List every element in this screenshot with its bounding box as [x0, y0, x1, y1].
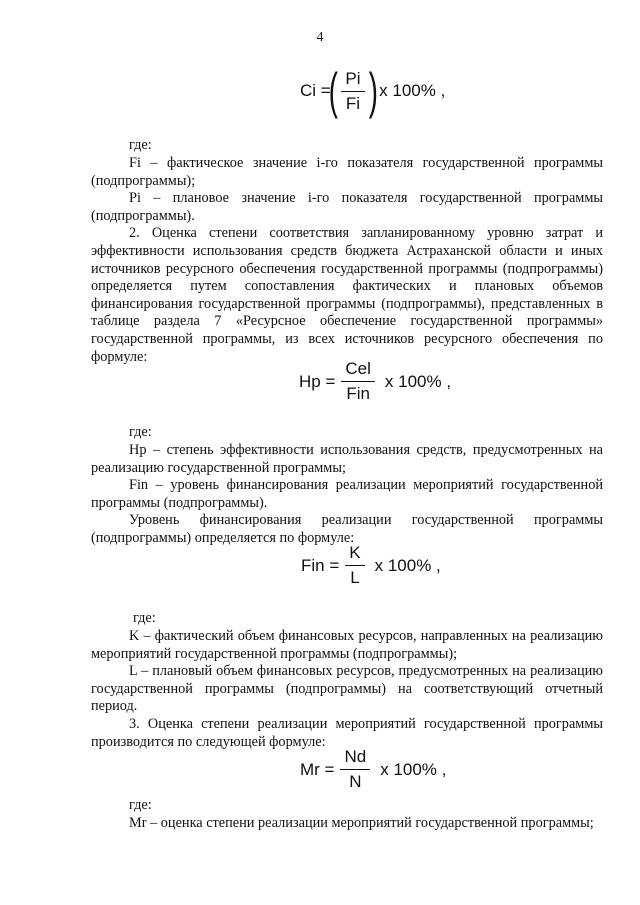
formula-lhs: Ci = [300, 81, 331, 100]
left-paren: ( [328, 63, 338, 119]
definition-fi: Fi – фактическое значение i-го показателя государственной программы (подпрограммы); [91, 155, 603, 189]
where-label: где: [129, 137, 152, 153]
formula-hp [299, 359, 451, 404]
fraction [345, 543, 364, 588]
formula-tail: x 100% , [374, 555, 441, 575]
formula-lhs: Fin = [301, 555, 340, 575]
formula-lhs: Hp = [299, 371, 336, 391]
formula-tail: x 100% , [379, 81, 446, 100]
denominator: Fi [345, 93, 361, 113]
page-number: 4 [316, 30, 324, 45]
numerator: Nd [340, 747, 370, 770]
where-label: где: [133, 610, 156, 626]
text-block-4 [91, 815, 603, 833]
formula-mr [300, 747, 446, 792]
where-label: где: [129, 797, 152, 813]
formula-tail: x 100% , [380, 759, 447, 779]
paragraph-fin-intro: Уровень финансирования реализации государственной программы (подпрограммы) определяется по формуле: [91, 512, 603, 546]
denominator: Fin [346, 384, 370, 403]
numerator: K [345, 543, 364, 566]
fraction [340, 747, 370, 792]
definition-fin: Fin – уровень финансирования реализации мероприятий государственной программы (подпрограммы). [91, 477, 603, 511]
fraction [341, 359, 375, 404]
paragraph-3: 3. Оценка степени реализации мероприятий государственной программы производится по следующей формуле: [91, 715, 603, 750]
paragraph-2: 2. Оценка степени соответствия запланированному уровню затрат и эффективности использования средств бюджета Астраханской области и иных источников ресурсного обеспечения государственной программы (подпрограммы) определяется путем сопоставления фактических и плановых объемов финансирования государственной программы (подпрограммы), представленных в таблице раздела 7 «Ресурсное обеспечение государственной программы» государственной программы, из всех источников ресурсного обеспечения по формуле: [91, 225, 603, 365]
formula-tail: x 100% , [384, 371, 452, 391]
definition-hp: Hp – степень эффективности использования средств, предусмотренных на реализацию государственной программы; [91, 442, 603, 476]
definition-l: L – плановый объем финансовых ресурсов, предусмотренных на реализацию государственной программы (подпрограммы) на соответствующий отчетный период. [91, 663, 603, 715]
formula-lhs: Mr = [300, 759, 335, 779]
formula-ci [300, 63, 446, 119]
where-label: где: [129, 424, 152, 440]
definition-pi: Pi – плановое значение i-го показателя государственной программы (подпрограммы). [91, 190, 603, 224]
text-block-3 [91, 628, 603, 751]
numerator: Pi [341, 69, 364, 92]
right-paren: ) [368, 63, 378, 119]
definition-mr: Mr – оценка степени реализации мероприятий государственной программы; [129, 815, 594, 831]
formula-fin [301, 543, 441, 588]
fraction [341, 69, 364, 114]
definition-k: K – фактический объем финансовых ресурсов, направленных на реализацию мероприятий государственной программы (подпрограммы); [91, 628, 603, 662]
text-block-2 [91, 442, 603, 548]
numerator: Cel [341, 359, 375, 382]
denominator: L [350, 568, 360, 587]
denominator: N [349, 772, 362, 791]
text-block-1 [91, 155, 603, 366]
